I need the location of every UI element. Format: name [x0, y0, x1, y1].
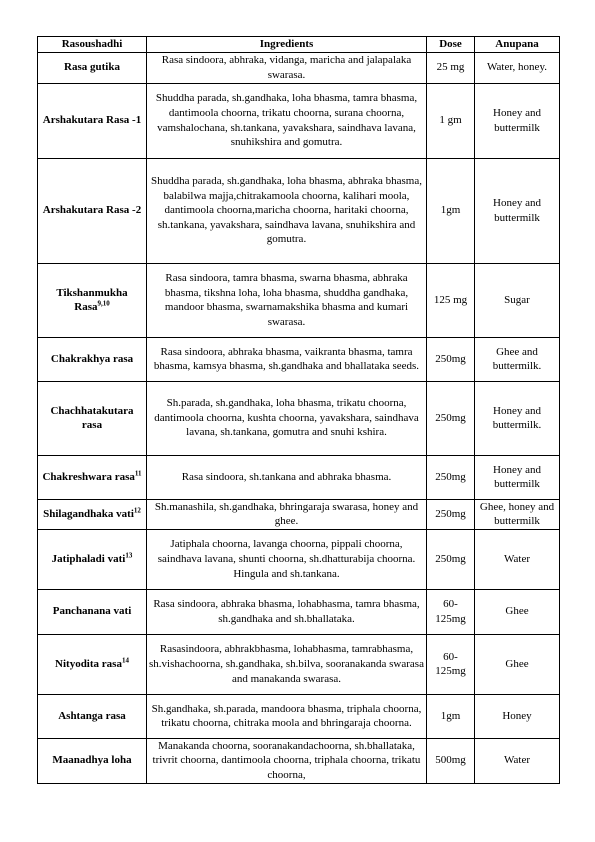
rasoushadhi-name [38, 52, 147, 83]
anupana-cell-text: Ghee [505, 657, 529, 670]
reference-superscript: 12 [133, 506, 141, 515]
rasoushadhi-name-text: Nityodita rasa [55, 657, 122, 670]
ingredients-cell [147, 52, 427, 83]
ingredients-cell-text: Shuddha parada, sh.gandhaka, loha bhasma, abhraka bhasma, balabilwa majja,chitrakamoola choorna, kalihari moola, dantimoola choorna,maricha choorna, haritaki choorna, sh.tankana, yavakshara, saindhava lavana, snuhikshira and gomutra. [151, 175, 422, 246]
anupana-cell-text: Water, honey. [487, 61, 547, 74]
anupana-cell-text: Honey and buttermilk [493, 197, 541, 224]
ingredients-cell-text: Jatiphala choorna, lavanga choorna, pippali choorna, saindhava lavana, shunti choorna, sh.dhatturabija choorna. Hingula and sh.tankana. [157, 538, 416, 580]
ingredients-cell [147, 499, 427, 529]
table-row [38, 499, 560, 529]
ingredients-cell [147, 738, 427, 783]
rasoushadhi-name [38, 499, 147, 529]
anupana-cell [475, 589, 560, 634]
table-row [38, 529, 560, 589]
dose-cell [427, 455, 475, 499]
anupana-cell [475, 529, 560, 589]
dose-cell-text: 1 gm [439, 114, 462, 127]
ingredients-cell [147, 455, 427, 499]
header-ingredients: Ingredients [147, 37, 427, 53]
dose-cell-text: 60-125mg [435, 598, 466, 625]
rasoushadhi-name [38, 455, 147, 499]
dose-cell-text: 250mg [435, 470, 466, 483]
table-row [38, 83, 560, 158]
table-row [38, 738, 560, 783]
rasoushadhi-name [38, 589, 147, 634]
rasoushadhi-name [38, 529, 147, 589]
dose-cell-text: 60-125mg [435, 650, 466, 678]
dose-cell-text: 250mg [435, 507, 466, 520]
anupana-cell-text: Honey and buttermilk. [492, 404, 542, 432]
table-row [38, 381, 560, 455]
anupana-cell [475, 158, 560, 263]
dose-cell [427, 634, 475, 694]
ingredients-cell-text: Sh.gandhaka, sh.parada, mandoora bhasma, triphala choorna, trikatu choorna, chitraka moola and bhringaraja choorna. [151, 702, 422, 730]
ingredients-cell-text: Rasa sindoora, tamra bhasma, swarna bhasma, abhraka bhasma, tikshna loha, loha bhasma, shuddha gandhaka, mandoor bhasma, swarnamakshika bhasma and kumari swarasa. [164, 271, 409, 328]
anupana-cell [475, 738, 560, 783]
dose-cell-text: 250mg [435, 352, 466, 365]
rasoushadhi-name-text: Shilagandhaka vati [43, 507, 134, 520]
dose-cell [427, 52, 475, 83]
anupana-cell [475, 263, 560, 337]
rasoushadhi-name-text: Maanadhya loha [52, 754, 132, 767]
anupana-cell-text: Sugar [504, 293, 530, 306]
reference-superscript: 14 [121, 656, 129, 665]
anupana-cell-text: Ghee, honey and buttermilk [479, 500, 555, 528]
anupana-cell [475, 634, 560, 694]
rasoushadhi-name-text: Ashtanga rasa [58, 709, 126, 722]
table-header-row [38, 37, 560, 53]
rasoushadhi-table [37, 36, 560, 784]
table-row [38, 52, 560, 83]
dose-cell-text: 1gm [440, 204, 461, 217]
header-rasoushadhi: Rasoushadhi [38, 37, 147, 53]
ingredients-cell-text: Shuddha parada, sh.gandhaka, loha bhasma, tamra bhasma, dantimoola choorna, trikatu choorna, surana choorna, vamshalochana, sh.tankana, yavakshara, saindhava lavana, snuhikshira and gomutra. [155, 92, 418, 149]
ingredients-cell-text: Rasa sindoora, sh.tankana and abhraka bhasma. [181, 470, 392, 483]
dose-cell-text: 250mg [435, 411, 466, 424]
rasoushadhi-name [38, 158, 147, 263]
table-row [38, 158, 560, 263]
table-row [38, 263, 560, 337]
ingredients-cell [147, 263, 427, 337]
rasoushadhi-name-text: Arshakutara Rasa -1 [42, 114, 142, 127]
anupana-cell [475, 455, 560, 499]
ingredients-cell [147, 381, 427, 455]
dose-cell-text: 250mg [435, 552, 466, 565]
table-row [38, 337, 560, 381]
ingredients-cell-text: Rasa sindoora, abhraka, vidanga, maricha and jalapalaka swarasa. [161, 54, 412, 81]
ingredients-cell [147, 634, 427, 694]
ingredients-cell [147, 337, 427, 381]
ingredients-cell-text: Rasa sindoora, abhraka bhasma, lohabhasma, tamra bhasma, sh.gandhaka and sh.bhallataka. [153, 598, 420, 625]
ingredients-cell [147, 589, 427, 634]
rasoushadhi-name-text: Panchanana vati [52, 605, 132, 618]
table-row [38, 634, 560, 694]
header-dose: Dose [427, 37, 475, 53]
anupana-cell [475, 499, 560, 529]
anupana-cell [475, 694, 560, 738]
anupana-cell-text: Honey and buttermilk [493, 463, 541, 491]
dose-cell [427, 83, 475, 158]
ingredients-cell-text: Rasa sindoora, abhraka bhasma, vaikranta bhasma, tamra bhasma, kamsya bhasma, sh.gandhaka and bhallataka seeds. [153, 345, 420, 373]
dose-cell [427, 158, 475, 263]
rasoushadhi-name [38, 694, 147, 738]
rasoushadhi-name [38, 263, 147, 337]
rasoushadhi-name [38, 634, 147, 694]
ingredients-cell-text: Rasasindoora, abhrakbhasma, lohabhasma, tamrabhasma, sh.vishachoorna, sh.gandhaka, sh.bilva, sooranakanda swarasa and manakanda swarasa. [149, 643, 424, 685]
dose-cell [427, 694, 475, 738]
dose-cell [427, 589, 475, 634]
anupana-cell-text: Honey and buttermilk [493, 107, 541, 134]
ingredients-cell [147, 694, 427, 738]
reference-superscript: 9,10 [97, 299, 110, 308]
rasoushadhi-name [38, 337, 147, 381]
anupana-cell [475, 337, 560, 381]
reference-superscript: 11 [134, 469, 142, 478]
rasoushadhi-name [38, 83, 147, 158]
anupana-cell-text: Ghee and buttermilk. [492, 345, 542, 373]
anupana-cell [475, 52, 560, 83]
table-row [38, 589, 560, 634]
anupana-cell-text: Ghee [505, 605, 529, 618]
anupana-cell-text: Honey [502, 709, 532, 722]
rasoushadhi-name-text: Chakrakhya rasa [50, 352, 134, 365]
anupana-cell-text: Water [504, 754, 530, 767]
dose-cell [427, 499, 475, 529]
ingredients-cell [147, 158, 427, 263]
dose-cell [427, 738, 475, 783]
dose-cell [427, 337, 475, 381]
rasoushadhi-name-text: Tikshanmukha Rasa [56, 286, 128, 314]
dose-cell-text: 1gm [440, 709, 461, 722]
header-anupana: Anupana [475, 37, 560, 53]
anupana-cell [475, 83, 560, 158]
table-row [38, 694, 560, 738]
anupana-cell [475, 381, 560, 455]
reference-superscript: 13 [125, 551, 133, 560]
ingredients-cell-text: Manakanda choorna, sooranakandachoorna, sh.bhallataka, trivrit choorna, dantimoola choorna, triphala choorna, trikatu choorna, [152, 739, 421, 782]
anupana-cell-text: Water [504, 552, 530, 565]
rasoushadhi-name [38, 738, 147, 783]
ingredients-cell-text: Sh.manashila, sh.gandhaka, bhringaraja swarasa, honey and ghee. [154, 500, 419, 528]
ingredients-cell-text: Sh.parada, sh.gandhaka, loha bhasma, trikatu choorna, dantimoola choorna, kushta choorna, yavakshara, saindhava lavana, sh.tankana, gomutra and snuhi kshira. [154, 397, 419, 439]
rasoushadhi-name-text: Arshakutara Rasa -2 [42, 204, 142, 217]
rasoushadhi-name-text: Chachhatakutara rasa [50, 404, 134, 432]
dose-cell [427, 263, 475, 337]
rasoushadhi-name-text: Rasa gutika [64, 61, 120, 74]
dose-cell [427, 529, 475, 589]
dose-cell [427, 381, 475, 455]
dose-cell-text: 125 mg [433, 293, 468, 306]
rasoushadhi-name [38, 381, 147, 455]
table-row [38, 455, 560, 499]
rasoushadhi-name-text: Jatiphaladi vati [51, 552, 126, 565]
rasoushadhi-name-text: Chakreshwara rasa [42, 470, 135, 483]
ingredients-cell [147, 83, 427, 158]
ingredients-cell [147, 529, 427, 589]
dose-cell-text: 25 mg [436, 61, 465, 74]
dose-cell-text: 500mg [435, 754, 466, 767]
